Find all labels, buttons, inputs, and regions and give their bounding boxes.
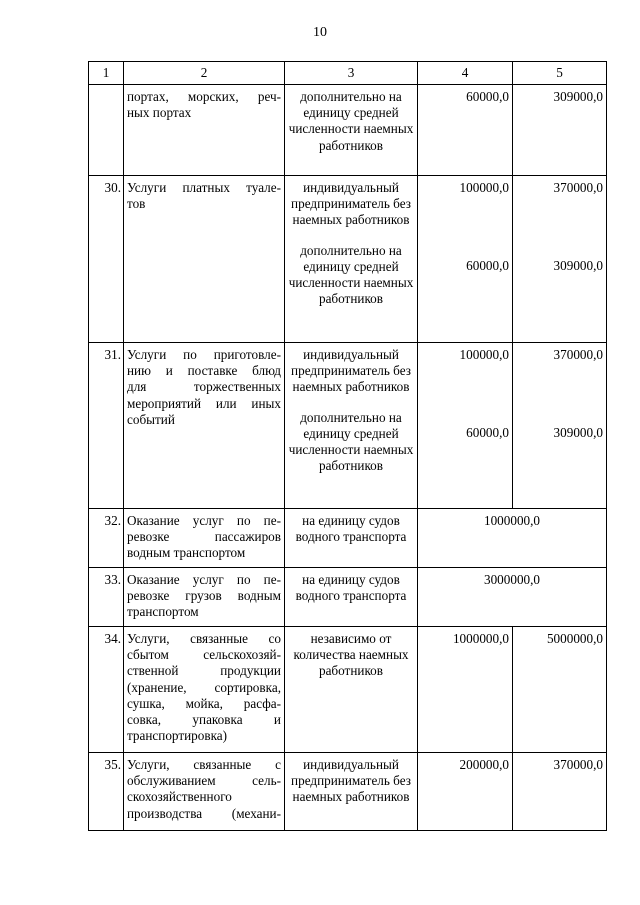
service-line: Услуги, связанные с (127, 757, 281, 772)
tariff-table (88, 61, 607, 831)
table-row (89, 509, 607, 568)
table-row (89, 568, 607, 627)
basis-text: независимо от количества наемных работников (293, 631, 409, 679)
basis-text: дополнительно на единицу средней численности наемных работников (288, 242, 414, 307)
service-line: ственной продукции (127, 663, 281, 679)
value-merged (418, 509, 607, 568)
service-line: скохозяйственного (127, 789, 232, 805)
service-line: для торжественных (127, 379, 281, 395)
value-col4-text: 1000000,0 (452, 631, 509, 646)
value-col4 (418, 627, 513, 753)
service-line: Услуги платных туале- (127, 180, 281, 195)
service-line: тов (127, 196, 146, 212)
value-col5-text: 370000,0 (553, 347, 603, 362)
basis-cell (285, 753, 418, 831)
table-row (89, 176, 607, 343)
service-cell (124, 568, 285, 627)
page-number: 10 (313, 25, 327, 40)
value-col4 (418, 176, 513, 343)
value-col4 (418, 343, 513, 509)
basis-text: индивидуальный предприниматель без наемных работников (291, 180, 411, 228)
value-col5-text: 309000,0 (553, 89, 603, 104)
table-row (89, 85, 607, 176)
value-col4 (418, 85, 513, 176)
col-header-1: 1 (89, 62, 124, 85)
row-number: 32. (89, 509, 124, 568)
service-line: водным транспортом (127, 545, 246, 561)
basis-text: индивидуальный предприниматель без наемных работников (291, 757, 411, 805)
value-col4-text: 60000,0 (466, 258, 509, 274)
service-line: Оказание услуг по пе- (127, 572, 281, 587)
value-col5 (513, 627, 607, 753)
value-col5 (513, 176, 607, 343)
basis-cell (285, 176, 418, 343)
basis-cell (285, 85, 418, 176)
basis-text: индивидуальный предприниматель без наемных работников (291, 347, 411, 395)
value-col5-text: 309000,0 (553, 425, 603, 441)
value-col4-text: 60000,0 (466, 89, 509, 104)
service-line: Оказание услуг по пе- (127, 513, 281, 528)
row-number: 35. (89, 753, 124, 831)
value-col5 (513, 753, 607, 831)
value-col4-text: 200000,0 (459, 757, 509, 772)
service-cell (124, 343, 285, 509)
value-col4-text: 100000,0 (459, 347, 509, 362)
row-number (89, 85, 124, 176)
value-merged (418, 568, 607, 627)
basis-cell (285, 343, 418, 509)
service-line: совка, упаковка и (127, 712, 281, 728)
service-line: Услуги, связанные со (127, 631, 281, 646)
service-cell (124, 753, 285, 831)
table-row (89, 753, 607, 831)
value-col5-text: 370000,0 (553, 757, 603, 772)
value-col5 (513, 85, 607, 176)
value-col4-text: 60000,0 (466, 425, 509, 441)
basis-cell (285, 627, 418, 753)
service-line: ревозке пассажиров (127, 529, 281, 545)
col-header-3: 3 (285, 62, 418, 85)
service-line: ревозке грузов водным (127, 588, 281, 604)
value-merged-text: 3000000,0 (483, 572, 541, 587)
service-cell (124, 85, 285, 176)
row-number: 33. (89, 568, 124, 627)
basis-text: дополнительно на единицу средней численности наемных работников (288, 409, 414, 474)
value-col5 (513, 343, 607, 509)
service-line: сбытом сельскохозяй- (127, 647, 281, 663)
table-row (89, 627, 607, 753)
col-header-2: 2 (124, 62, 285, 85)
value-col4-text: 100000,0 (459, 180, 509, 195)
row-number: 31. (89, 343, 124, 509)
service-line: нию и поставке блюд (127, 363, 281, 379)
service-line: производства (механи- (127, 805, 281, 821)
row-number: 30. (89, 176, 124, 343)
service-cell (124, 627, 285, 753)
basis-cell (285, 509, 418, 568)
service-line: ных портах (127, 105, 192, 121)
service-line: Услуги по приготовле- (127, 347, 281, 362)
service-line: (хранение, сортировка, (127, 679, 281, 695)
value-col5-text: 309000,0 (553, 258, 603, 274)
service-line: обслуживанием сель- (127, 773, 281, 789)
value-col5-text: 5000000,0 (546, 631, 603, 646)
service-cell (124, 176, 285, 343)
service-line: мероприятий или иных (127, 395, 281, 411)
basis-text: на единицу судов водного транспорта (295, 572, 407, 604)
table-row (89, 343, 607, 509)
service-line: событий (127, 411, 175, 427)
service-cell (124, 509, 285, 568)
col-header-4: 4 (418, 62, 513, 85)
value-col4 (418, 753, 513, 831)
service-line: транспортом (127, 604, 199, 620)
table-header-row (89, 62, 607, 85)
value-merged-text: 1000000,0 (483, 513, 541, 528)
basis-text: на единицу судов водного транспорта (295, 513, 407, 545)
service-line: портах, морских, реч- (127, 89, 281, 104)
value-col5-text: 370000,0 (553, 180, 603, 195)
row-number: 34. (89, 627, 124, 753)
service-line: сушка, мойка, расфа- (127, 695, 281, 711)
service-line: транспортировка) (127, 728, 228, 744)
basis-text: дополнительно на единицу средней численности наемных работников (288, 89, 414, 153)
basis-cell (285, 568, 418, 627)
col-header-5: 5 (513, 62, 607, 85)
